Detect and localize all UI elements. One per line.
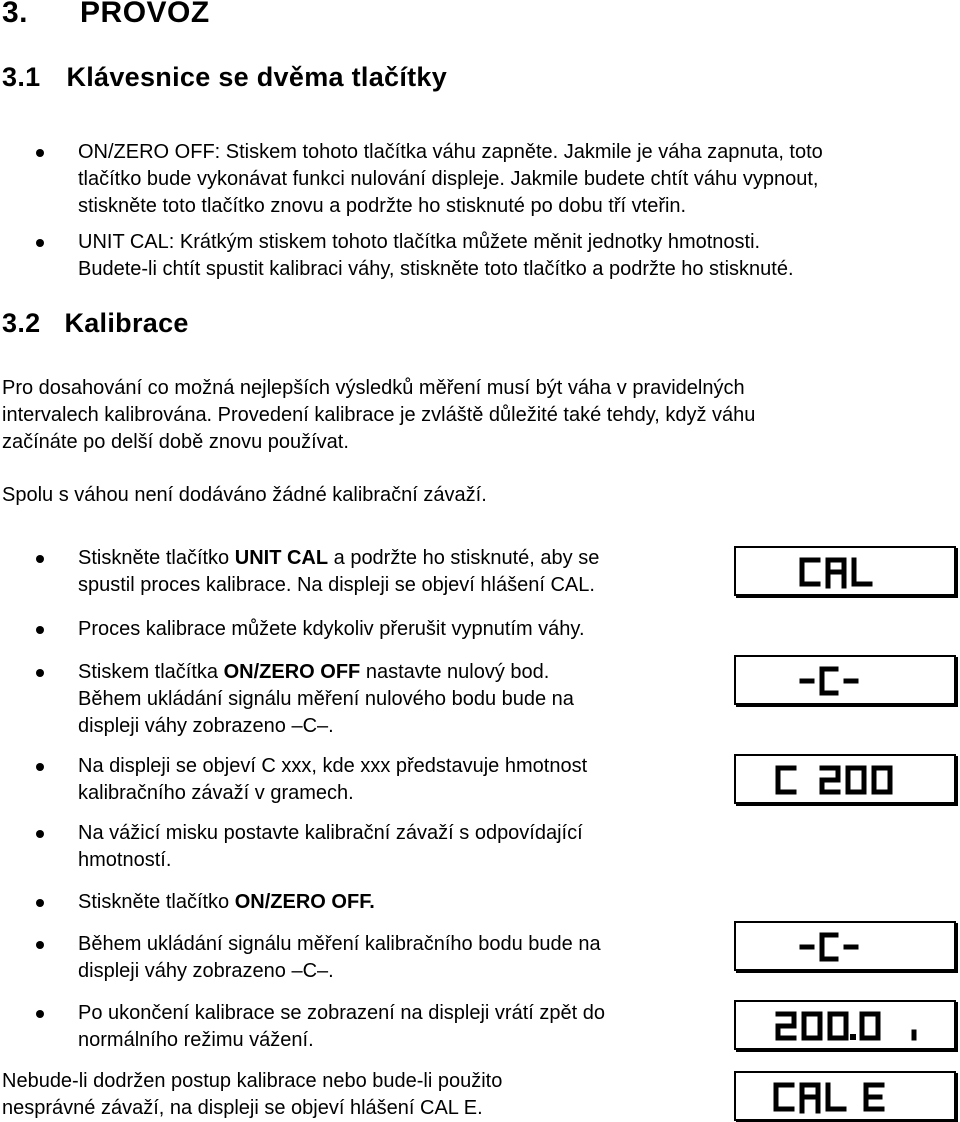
section-title: Klávesnice se dvěma tlačítky	[66, 62, 448, 92]
chapter-number: 3.	[2, 0, 29, 29]
section-number: 3.2	[2, 308, 41, 338]
section-heading-3-2	[2, 308, 189, 339]
bullet-dot	[36, 149, 44, 157]
lcd-readout-c-200	[736, 756, 954, 802]
step-item: Stiskněte tlačítko ON/ZERO OFF.	[78, 891, 375, 913]
step-item: Proces kalibrace můžete kdykoliv přerušit vypnutím váhy.	[78, 618, 585, 640]
bullet-dot	[36, 763, 44, 771]
chapter-heading	[2, 0, 210, 30]
lcd-display-200-0	[734, 1000, 956, 1050]
bullet-dot	[36, 669, 44, 677]
lcd-readout-dash-c-2	[736, 923, 954, 969]
lcd-readout-200-0	[736, 1002, 954, 1048]
bullet-dot	[36, 555, 44, 563]
bullet-dot	[36, 941, 44, 949]
step-item: Stiskem tlačítka ON/ZERO OFF nastavte nulový bod. Během ukládání signálu měření nulového bodu bude na displeji váhy zobrazeno –C–.	[78, 661, 574, 737]
step-item: Na displeji se objeví C xxx, kde xxx představuje hmotnost kalibračního závaží v gramech.	[78, 755, 588, 804]
step-item: Stiskněte tlačítko UNIT CAL a podržte ho stisknuté, aby se spustil proces kalibrace. Na displeji se objeví hlášení CAL.	[78, 547, 600, 596]
bullet-dot	[36, 626, 44, 634]
step-item: Během ukládání signálu měření kalibračního bodu bude na displeji váhy zobrazeno –C–.	[78, 933, 601, 982]
section-heading-3-1	[2, 62, 447, 93]
bullet-dot	[36, 899, 44, 907]
lcd-readout-dash-c	[736, 657, 954, 703]
lcd-display-cal-e	[734, 1071, 956, 1121]
final-paragraph: Nebude-li dodržen postup kalibrace nebo bude-li použito nesprávné závaží, na displeji se objeví hlášení CAL E.	[2, 1070, 503, 1119]
section-number: 3.1	[2, 62, 41, 92]
bullet-dot	[36, 239, 44, 247]
lcd-display-cal	[734, 546, 956, 596]
list-item-unit-cal: UNIT CAL: Krátkým stiskem tohoto tlačítka můžete měnit jednotky hmotnosti. Budete-li chtít spustit kalibraci váhy, stiskněte toto tlačítko a podržte ho stisknuté.	[78, 231, 794, 280]
lcd-display-dash-c	[734, 655, 956, 705]
lcd-readout-cal-e	[736, 1073, 954, 1119]
list-item-on-zero: ON/ZERO OFF: Stiskem tohoto tlačítka váhu zapněte. Jakmile je váha zapnuta, toto tlačítko bude vykonávat funkci nulování displeje. Jakmile budete chtít váhu vypnout, stiskněte toto tlačítko znovu a podržte ho stisknuté po dobu tří vteřin.	[78, 141, 823, 217]
lcd-readout-cal	[736, 548, 954, 594]
note-paragraph: Spolu s váhou není dodáváno žádné kalibrační závaží.	[2, 484, 487, 506]
section-title: Kalibrace	[64, 308, 189, 338]
lcd-display-dash-c-2	[734, 921, 956, 971]
intro-paragraph: Pro dosahování co možná nejlepších výsledků měření musí být váha v pravidelných intervalech kalibrována. Provedení kalibrace je zvláště důležité také tehdy, když váhu začínáte po delší době znovu používat.	[2, 377, 756, 453]
step-item: Po ukončení kalibrace se zobrazení na displeji vrátí zpět do normálního režimu vážení.	[78, 1002, 605, 1051]
bullet-dot	[36, 1010, 44, 1018]
step-item: Na vážicí misku postavte kalibrační závaží s odpovídající hmotností.	[78, 822, 583, 871]
lcd-display-c-200	[734, 754, 956, 804]
chapter-title: PROVOZ	[80, 0, 210, 29]
bullet-dot	[36, 830, 44, 838]
